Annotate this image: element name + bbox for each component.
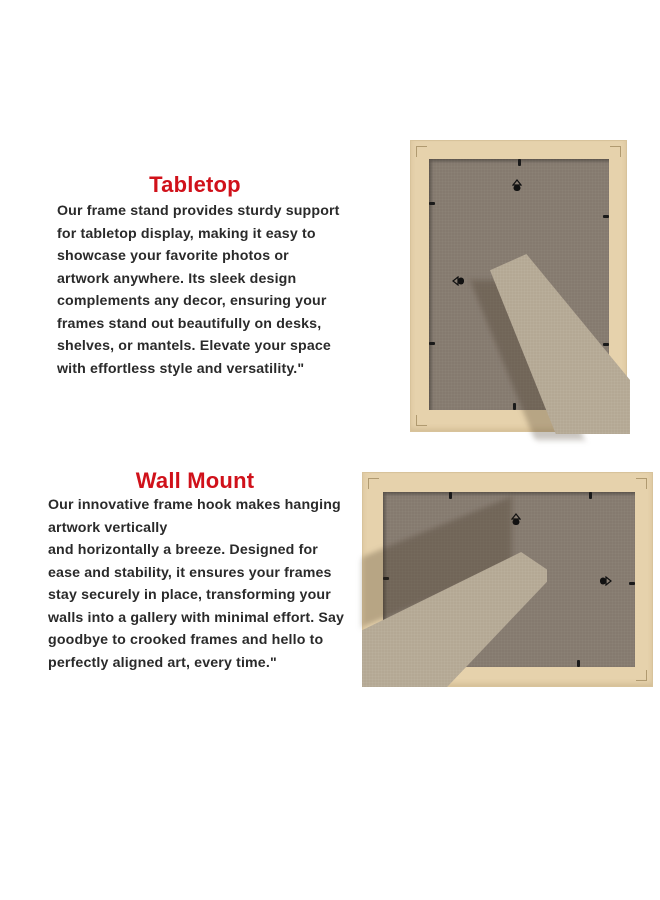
text-line: ease and stability, it ensures your frames [48, 564, 332, 581]
text-line: artwork vertically [48, 519, 168, 536]
retaining-clip [603, 343, 609, 346]
text-line: with effortless style and versatility." [57, 360, 305, 377]
retaining-clip [603, 215, 609, 218]
text-line: stay securely in place, transforming your [48, 587, 331, 603]
portrait-frame-image [410, 140, 627, 432]
sawtooth-hanger-icon [598, 576, 612, 586]
wall-mount-description [48, 494, 344, 674]
text-line: perfectly aligned art, every time." [48, 654, 277, 671]
frame-corner-mark [416, 146, 427, 157]
retaining-clip [513, 403, 516, 410]
retaining-clip [449, 492, 452, 499]
text-line: goodbye to crooked frames and hello to [48, 632, 324, 648]
sawtooth-hanger-icon [512, 179, 522, 193]
landscape-frame-image [362, 472, 653, 687]
retaining-clip [577, 660, 580, 667]
sawtooth-hanger-icon [452, 276, 466, 286]
text-line: for tabletop display, making it easy to [57, 225, 316, 242]
frame-corner-mark [636, 670, 647, 681]
frame-corner-mark [416, 415, 427, 426]
text-line: shelves, or mantels. Elevate your space [57, 338, 331, 354]
retaining-clip [429, 342, 435, 345]
tabletop-description [57, 200, 340, 380]
text-line: Our innovative frame hook makes hanging [48, 497, 341, 513]
retaining-clip [429, 202, 435, 205]
sawtooth-hanger-icon [511, 513, 521, 527]
text-line: complements any decor, ensuring your [57, 293, 327, 309]
retaining-clip [629, 582, 635, 585]
text-line: Our frame stand provides sturdy support [57, 203, 340, 219]
frame-corner-mark [610, 146, 621, 157]
text-line: showcase your favorite photos or [57, 248, 289, 264]
frame-corner-mark [368, 478, 379, 489]
text-line: artwork anywhere. Its sleek design [57, 270, 297, 287]
wall-mount-title: Wall Mount [135, 468, 255, 493]
retaining-clip [518, 159, 521, 166]
text-line: and horizontally a breeze. Designed for [48, 542, 318, 558]
frame-corner-mark [636, 478, 647, 489]
retaining-clip [589, 492, 592, 499]
text-line: walls into a gallery with minimal effort. Say [48, 609, 345, 626]
text-line: frames stand out beautifully on desks, [57, 315, 322, 332]
tabletop-title: Tabletop [149, 172, 241, 197]
